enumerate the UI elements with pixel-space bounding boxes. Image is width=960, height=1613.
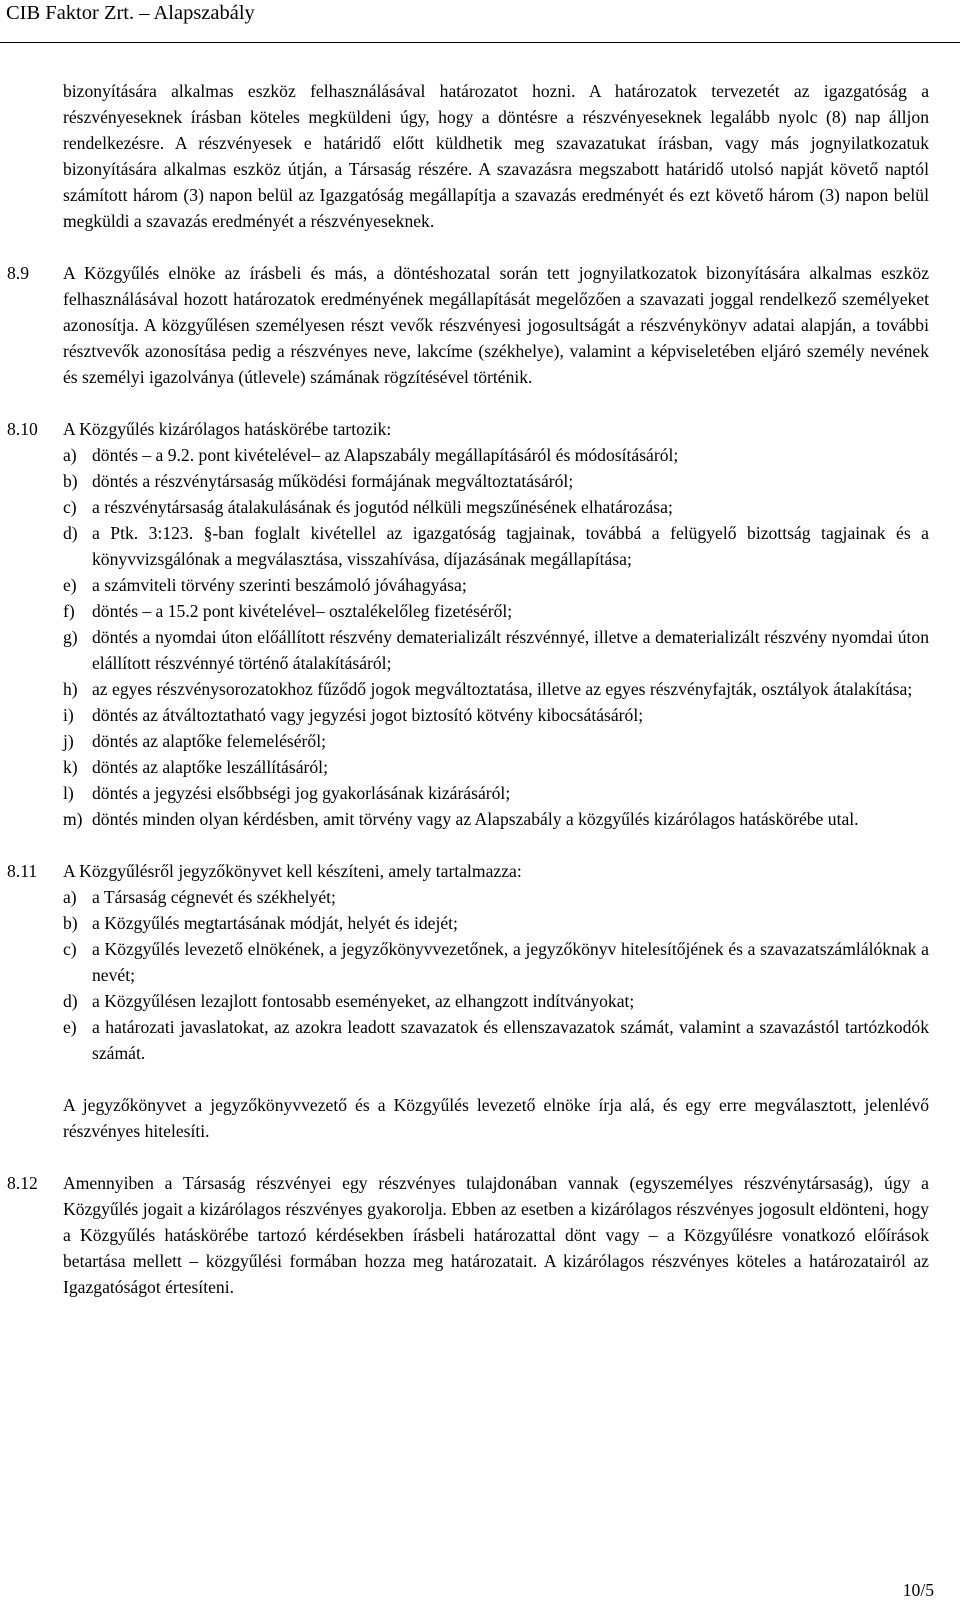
item-label: b) bbox=[63, 471, 78, 491]
item-label: l) bbox=[63, 783, 74, 803]
section-8-10 bbox=[7, 416, 929, 832]
list-item bbox=[63, 494, 929, 520]
section-8-12 bbox=[7, 1170, 929, 1300]
item-text: az egyes részvénysorozatokhoz fűződő jogok megváltoztatása, illetve az egyes részvényfajták, osztályok átalakítása; bbox=[92, 679, 913, 699]
item-label: f) bbox=[63, 601, 75, 621]
item-text: döntés minden olyan kérdésben, amit törvény vagy az Alapszabály a közgyűlés kizárólagos hatáskörébe utal. bbox=[92, 809, 859, 829]
item-label: b) bbox=[63, 913, 78, 933]
list-item bbox=[63, 754, 929, 780]
item-text: döntés az átváltoztatható vagy jegyzési jogot biztosító kötvény kibocsátásáról; bbox=[92, 705, 644, 725]
list-item bbox=[63, 988, 929, 1014]
item-text: döntés az alaptőke leszállításáról; bbox=[92, 757, 328, 777]
section-number: 8.10 bbox=[7, 419, 38, 439]
item-label: g) bbox=[63, 627, 78, 647]
intro-paragraph: bizonyítására alkalmas eszköz felhasználásával határozatot hozni. A határozatok tervezetét az igazgatóság a részvényeseknek írásban köteles megküldeni úgy, hogy a döntésre a részvényeseknek legalább nyolc (8) nap álljon rendelkezésre. A részvényesek e határidő előtt küldhetik meg szavazatukat írásban, vagy más jognyilatkozatuk bizonyítására alkalmas eszköz útján, a Társaság részére. A szavazásra megszabott határidő utolsó napját követő naptól számított három (3) napon belül az Igazgatóság megállapítja a szavazás eredményét és ezt követő három (3) napon belül megküldi a szavazás eredményét a részvényeseknek. bbox=[63, 81, 929, 231]
item-text: a részvénytársaság átalakulásának és jogutód nélküli megszűnésének elhatározása; bbox=[92, 497, 673, 517]
document-body bbox=[7, 78, 929, 1300]
item-label: d) bbox=[63, 991, 78, 1011]
list-item bbox=[63, 910, 929, 936]
section-lead: A Közgyűlésről jegyzőkönyvet kell készíteni, amely tartalmazza: bbox=[63, 861, 522, 881]
document-title: CIB Faktor Zrt. – Alapszabály bbox=[6, 2, 255, 24]
item-text: döntés a nyomdai úton előállított részvény dematerializált részvénnyé, illetve a dematerializált részvény nyomdai úton elállított részvénnyé történő átalakításáról; bbox=[92, 627, 929, 673]
item-text: a határozati javaslatokat, az azokra leadott szavazatok és ellenszavazatok számát, valamint a szavazástól tartózkodók számát. bbox=[92, 1017, 929, 1063]
item-text: döntés – a 15.2 pont kivételével– osztalékelőleg fizetéséről; bbox=[92, 601, 513, 621]
item-label: e) bbox=[63, 1017, 77, 1037]
closing-paragraph: A jegyzőkönyvet a jegyzőkönyvvezető és a Közgyűlés levezető elnöke írja alá, és egy erre megválasztott, jelenlévő részvényes hitelesíti. bbox=[63, 1095, 929, 1141]
list-item bbox=[63, 728, 929, 754]
item-label: c) bbox=[63, 497, 77, 517]
list-item bbox=[63, 676, 929, 702]
list-item bbox=[63, 624, 929, 676]
list-item bbox=[63, 780, 929, 806]
competence-list bbox=[63, 442, 929, 832]
list-item bbox=[63, 884, 929, 910]
item-label: m) bbox=[63, 809, 83, 829]
item-label: c) bbox=[63, 939, 77, 959]
item-text: a számviteli törvény szerinti beszámoló jóváhagyása; bbox=[92, 575, 467, 595]
page-number: 10/5 bbox=[902, 1580, 934, 1600]
item-label: k) bbox=[63, 757, 78, 777]
list-item bbox=[63, 442, 929, 468]
item-label: j) bbox=[63, 731, 74, 751]
list-item bbox=[63, 598, 929, 624]
item-text: a Társaság cégnevét és székhelyét; bbox=[92, 887, 336, 907]
section-8-9 bbox=[7, 260, 929, 390]
item-text: döntés a jegyzési elsőbbségi jog gyakorlásának kizárásáról; bbox=[92, 783, 511, 803]
item-text: döntés a részvénytársaság működési formájának megváltoztatásáról; bbox=[92, 471, 574, 491]
list-item bbox=[63, 936, 929, 988]
header-divider bbox=[0, 42, 960, 43]
section-number: 8.11 bbox=[7, 861, 38, 881]
item-text: a Ptk. 3:123. §-ban foglalt kivétellel az igazgatóság tagjainak, továbbá a felügyelő bizottság tagjainak és a könyvvizsgálónak a megválasztása, visszahívása, díjazásának megállapítása; bbox=[92, 523, 929, 569]
item-label: a) bbox=[63, 445, 77, 465]
section-8-11 bbox=[7, 858, 929, 1144]
item-text: döntés az alaptőke felemeléséről; bbox=[92, 731, 326, 751]
section-number: 8.12 bbox=[7, 1173, 38, 1193]
item-label: d) bbox=[63, 523, 78, 543]
item-text: a Közgyűlés megtartásának módját, helyét és idejét; bbox=[92, 913, 458, 933]
section-lead: A Közgyűlés kizárólagos hatáskörébe tartozik: bbox=[63, 419, 392, 439]
item-text: a Közgyűlésen lezajlott fontosabb eseményeket, az elhangzott indítványokat; bbox=[92, 991, 635, 1011]
minutes-content-list bbox=[63, 884, 929, 1066]
item-text: döntés – a 9.2. pont kivételével– az Alapszabály megállapításáról és módosításáról; bbox=[92, 445, 679, 465]
list-item bbox=[63, 1014, 929, 1066]
item-text: a Közgyűlés levezető elnökének, a jegyzőkönyvvezetőnek, a jegyzőkönyv hitelesítőjének és a szavazatszámlálóknak a nevét; bbox=[92, 939, 929, 985]
list-item bbox=[63, 806, 929, 832]
section-number: 8.9 bbox=[7, 263, 29, 283]
item-label: h) bbox=[63, 679, 78, 699]
page-header bbox=[0, 0, 960, 50]
item-label: a) bbox=[63, 887, 77, 907]
list-item bbox=[63, 468, 929, 494]
list-item bbox=[63, 572, 929, 598]
list-item bbox=[63, 520, 929, 572]
list-item bbox=[63, 702, 929, 728]
section-text: Amennyiben a Társaság részvényei egy részvényes tulajdonában vannak (egyszemélyes részvénytársaság), úgy a Közgyűlés jogait a kizárólagos részvényes gyakorolja. Ebben az esetben a kizárólagos részvényes jogosult eldönteni, hogy a Közgyűlés hatáskörébe tartozó kérdésekben írásbeli határozattal dönt vagy – a Közgyűlésre vonatkozó előírások betartása mellett – közgyűlési formában hozza meg határozatait. A kizárólagos részvényes köteles a határozatairól az Igazgatóságot értesíteni. bbox=[63, 1173, 929, 1297]
item-label: i) bbox=[63, 705, 74, 725]
section-text: A Közgyűlés elnöke az írásbeli és más, a döntéshozatal során tett jognyilatkozatok bizonyítására alkalmas eszköz felhasználásával hozott határozatok eredményének megállapítását megelőzően a szavazati joggal rendelkező személyeket azonosítja. A közgyűlésen személyesen részt vevők részvényesi jogosultságát a részvénykönyv adatai alapján, a további résztvevők azonosítása pedig a részvényes neve, lakcíme (székhelye), valamint a képviseletében eljáró személy nevének és személyi igazolványa (útlevele) számának rögzítésével történik. bbox=[63, 263, 929, 387]
item-label: e) bbox=[63, 575, 77, 595]
